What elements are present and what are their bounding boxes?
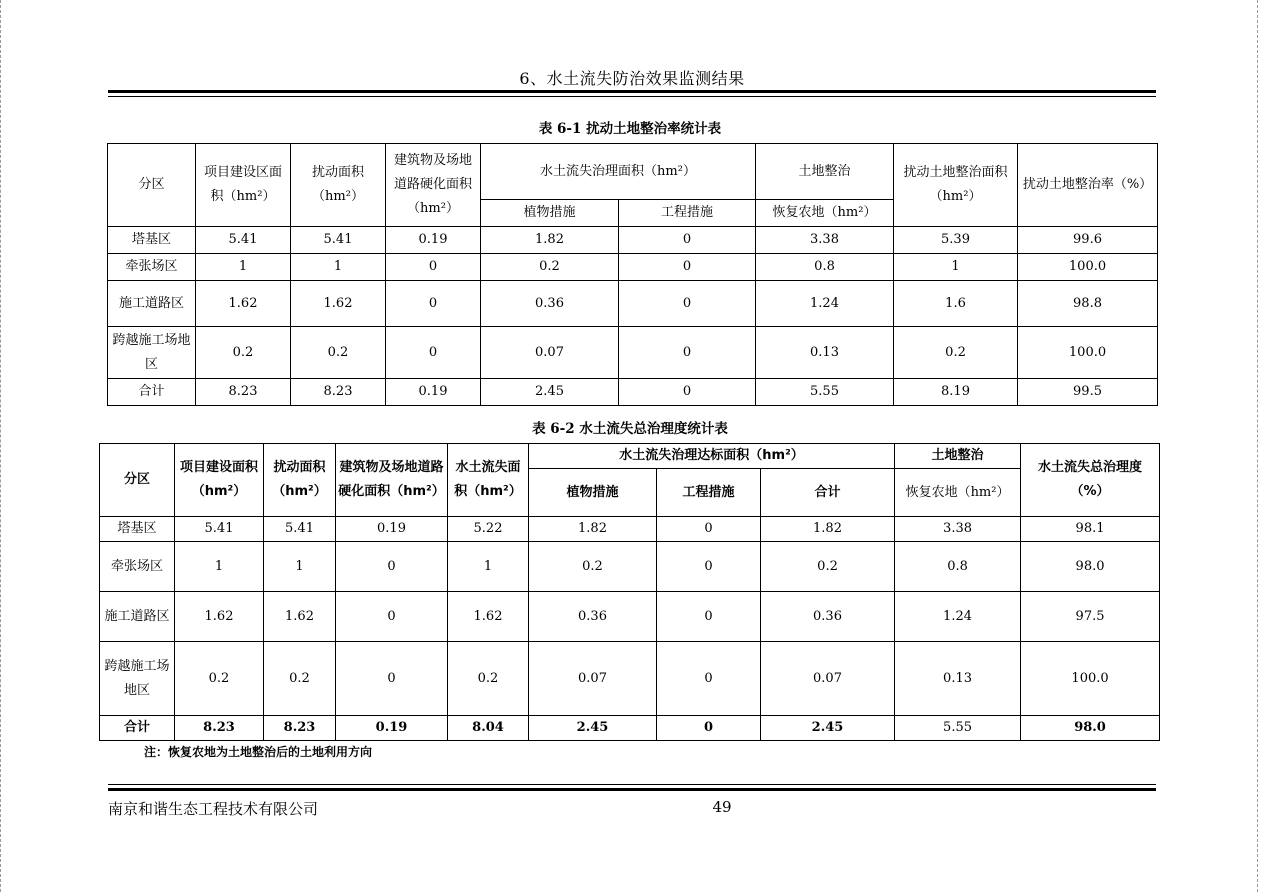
t1-cell-disturbed-treated: 1 (894, 254, 1018, 281)
table2-caption: 表 6-2 水土流失总治理度统计表 (532, 421, 728, 437)
footer-company-name: 南京和谐生态工程技术有限公司 (108, 800, 319, 818)
t2-cell-farmland: 0.13 (895, 642, 1021, 716)
t1-cell-project-area: 8.23 (196, 379, 291, 406)
t1-cell-hardened-area: 0 (386, 327, 481, 379)
t1-cell-farmland: 5.55 (756, 379, 894, 406)
t2-cell-engineering: 0 (657, 592, 761, 642)
footer-rule-thick (108, 788, 1156, 791)
t2-cell-erosion-area: 1 (448, 542, 529, 592)
t2-header-zone: 分区 (100, 444, 175, 517)
t2-cell-plant: 0.07 (529, 642, 657, 716)
t1-cell-disturbed-area: 1.62 (291, 281, 386, 327)
t1-cell-zone: 牵张场区 (108, 254, 196, 281)
t2-cell-degree: 97.5 (1021, 592, 1160, 642)
table-erosion-treatment-degree (99, 443, 1160, 741)
t2-header-hardened-area: 建筑物及场地道路硬化面积（hm²） (336, 444, 448, 517)
t1-cell-project-area: 1 (196, 254, 291, 281)
t2-header-project-area: 项目建设面积（hm²） (175, 444, 264, 517)
t2-cell-degree: 98.1 (1021, 517, 1160, 542)
t1-cell-hardened-area: 0 (386, 254, 481, 281)
t1-cell-rate: 99.5 (1018, 379, 1158, 406)
t2-cell-engineering: 0 (657, 542, 761, 592)
table-row (100, 592, 1160, 642)
t1-cell-project-area: 1.62 (196, 281, 291, 327)
t1-cell-project-area: 5.41 (196, 227, 291, 254)
t1-header-rate: 扰动土地整治率（%） (1018, 144, 1158, 227)
t2-cell-subtotal: 1.82 (761, 517, 895, 542)
t2-cell-degree: 98.0 (1021, 716, 1160, 741)
t2-cell-project-area: 1 (175, 542, 264, 592)
t2-cell-hardened-area: 0 (336, 642, 448, 716)
t1-cell-plant: 0.2 (481, 254, 619, 281)
t1-cell-zone: 施工道路区 (108, 281, 196, 327)
t2-cell-farmland: 0.8 (895, 542, 1021, 592)
t2-cell-plant: 2.45 (529, 716, 657, 741)
t1-header-engineering: 工程措施 (619, 200, 756, 227)
t2-cell-zone: 塔基区 (100, 517, 175, 542)
t2-cell-disturbed-area: 8.23 (264, 716, 336, 741)
t1-header-hardened-area: 建筑物及场地道路硬化面积（hm²） (386, 144, 481, 227)
t2-cell-plant: 0.36 (529, 592, 657, 642)
t1-cell-project-area: 0.2 (196, 327, 291, 379)
t2-cell-subtotal: 0.07 (761, 642, 895, 716)
t1-cell-hardened-area: 0.19 (386, 227, 481, 254)
t2-header-subtotal: 合计 (761, 469, 895, 517)
t1-header-disturbed-treated: 扰动土地整治面积（hm²） (894, 144, 1018, 227)
table-row (108, 227, 1158, 254)
t2-cell-hardened-area: 0.19 (336, 716, 448, 741)
t1-cell-rate: 100.0 (1018, 254, 1158, 281)
t1-cell-engineering: 0 (619, 254, 756, 281)
t1-cell-disturbed-area: 0.2 (291, 327, 386, 379)
t2-cell-plant: 1.82 (529, 517, 657, 542)
t2-header-treated-standard-area: 水土流失治理达标面积（hm²） (529, 444, 895, 469)
t2-cell-hardened-area: 0.19 (336, 517, 448, 542)
table-row-total (100, 716, 1160, 741)
t2-cell-project-area: 5.41 (175, 517, 264, 542)
t1-cell-rate: 99.6 (1018, 227, 1158, 254)
t2-cell-plant: 0.2 (529, 542, 657, 592)
t2-cell-farmland: 5.55 (895, 716, 1021, 741)
t2-cell-erosion-area: 5.22 (448, 517, 529, 542)
t1-cell-plant: 0.07 (481, 327, 619, 379)
t2-cell-subtotal: 0.36 (761, 592, 895, 642)
t2-cell-zone: 合计 (100, 716, 175, 741)
t1-cell-disturbed-area: 1 (291, 254, 386, 281)
t1-header-treatment-area: 水土流失治理面积（hm²） (481, 144, 756, 200)
t2-header-engineering: 工程措施 (657, 469, 761, 517)
t1-cell-farmland: 0.13 (756, 327, 894, 379)
t2-cell-farmland: 1.24 (895, 592, 1021, 642)
t2-cell-subtotal: 2.45 (761, 716, 895, 741)
t1-cell-disturbed-treated: 0.2 (894, 327, 1018, 379)
t2-cell-farmland: 3.38 (895, 517, 1021, 542)
page-edge-left (0, 0, 1, 892)
t2-cell-disturbed-area: 5.41 (264, 517, 336, 542)
table2-note: 注：恢复农地为土地整治后的土地利用方向 (144, 745, 373, 759)
t2-header-plant: 植物措施 (529, 469, 657, 517)
t2-cell-zone: 牵张场区 (100, 542, 175, 592)
t2-cell-engineering: 0 (657, 716, 761, 741)
t1-header-project-area: 项目建设区面积（hm²） (196, 144, 291, 227)
t2-cell-erosion-area: 8.04 (448, 716, 529, 741)
t1-cell-plant: 1.82 (481, 227, 619, 254)
t2-header-degree: 水土流失总治理度（%） (1021, 444, 1160, 517)
t1-cell-farmland: 1.24 (756, 281, 894, 327)
t2-cell-disturbed-area: 1.62 (264, 592, 336, 642)
t2-cell-zone: 跨越施工场地区 (100, 642, 175, 716)
table-row-total (108, 379, 1158, 406)
t1-header-land-reclamation: 土地整治 (756, 144, 894, 200)
t1-cell-hardened-area: 0.19 (386, 379, 481, 406)
table-row (108, 281, 1158, 327)
table-row (100, 517, 1160, 542)
header-rule-thick (108, 90, 1156, 93)
t2-header-erosion-area: 水土流失面积（hm²） (448, 444, 529, 517)
table-disturbed-land-rate (107, 143, 1158, 406)
t1-cell-disturbed-area: 5.41 (291, 227, 386, 254)
t2-cell-erosion-area: 1.62 (448, 592, 529, 642)
t2-cell-disturbed-area: 1 (264, 542, 336, 592)
t1-cell-rate: 100.0 (1018, 327, 1158, 379)
t1-header-plant: 植物措施 (481, 200, 619, 227)
t1-cell-zone: 塔基区 (108, 227, 196, 254)
table-row (108, 254, 1158, 281)
t1-cell-farmland: 3.38 (756, 227, 894, 254)
t2-cell-degree: 98.0 (1021, 542, 1160, 592)
table-row (108, 327, 1158, 379)
t1-header-disturbed-area: 扰动面积（hm²） (291, 144, 386, 227)
t1-cell-zone: 跨越施工场地区 (108, 327, 196, 379)
t2-cell-engineering: 0 (657, 642, 761, 716)
t1-header-zone: 分区 (108, 144, 196, 227)
t1-cell-disturbed-treated: 8.19 (894, 379, 1018, 406)
t1-cell-farmland: 0.8 (756, 254, 894, 281)
t2-cell-subtotal: 0.2 (761, 542, 895, 592)
header-rule-thin (108, 96, 1156, 97)
t1-cell-plant: 2.45 (481, 379, 619, 406)
table1-caption: 表 6-1 扰动土地整治率统计表 (538, 121, 722, 137)
t1-cell-plant: 0.36 (481, 281, 619, 327)
t2-cell-hardened-area: 0 (336, 542, 448, 592)
t2-header-disturbed-area: 扰动面积（hm²） (264, 444, 336, 517)
t1-cell-disturbed-treated: 1.6 (894, 281, 1018, 327)
t2-cell-disturbed-area: 0.2 (264, 642, 336, 716)
t1-cell-disturbed-area: 8.23 (291, 379, 386, 406)
footer-rule-thin (108, 784, 1156, 785)
t1-cell-hardened-area: 0 (386, 281, 481, 327)
t2-cell-engineering: 0 (657, 517, 761, 542)
t1-cell-rate: 98.8 (1018, 281, 1158, 327)
t1-cell-engineering: 0 (619, 227, 756, 254)
page-number: 49 (712, 798, 732, 816)
t2-header-farmland: 恢复农地（hm²） (895, 469, 1021, 517)
t1-cell-disturbed-treated: 5.39 (894, 227, 1018, 254)
t2-cell-zone: 施工道路区 (100, 592, 175, 642)
t2-cell-hardened-area: 0 (336, 592, 448, 642)
t1-cell-zone: 合计 (108, 379, 196, 406)
t2-cell-project-area: 8.23 (175, 716, 264, 741)
t2-cell-erosion-area: 0.2 (448, 642, 529, 716)
t1-cell-engineering: 0 (619, 379, 756, 406)
page-edge-right (1257, 0, 1258, 892)
t2-cell-project-area: 0.2 (175, 642, 264, 716)
table-row (100, 542, 1160, 592)
t2-cell-project-area: 1.62 (175, 592, 264, 642)
table-row (100, 642, 1160, 716)
t2-header-land-reclamation: 土地整治 (895, 444, 1021, 469)
t1-cell-engineering: 0 (619, 281, 756, 327)
page-header-title: 6、水土流失防治效果监测结果 (519, 69, 745, 88)
t1-cell-engineering: 0 (619, 327, 756, 379)
t1-header-farmland: 恢复农地（hm²） (756, 200, 894, 227)
t2-cell-degree: 100.0 (1021, 642, 1160, 716)
